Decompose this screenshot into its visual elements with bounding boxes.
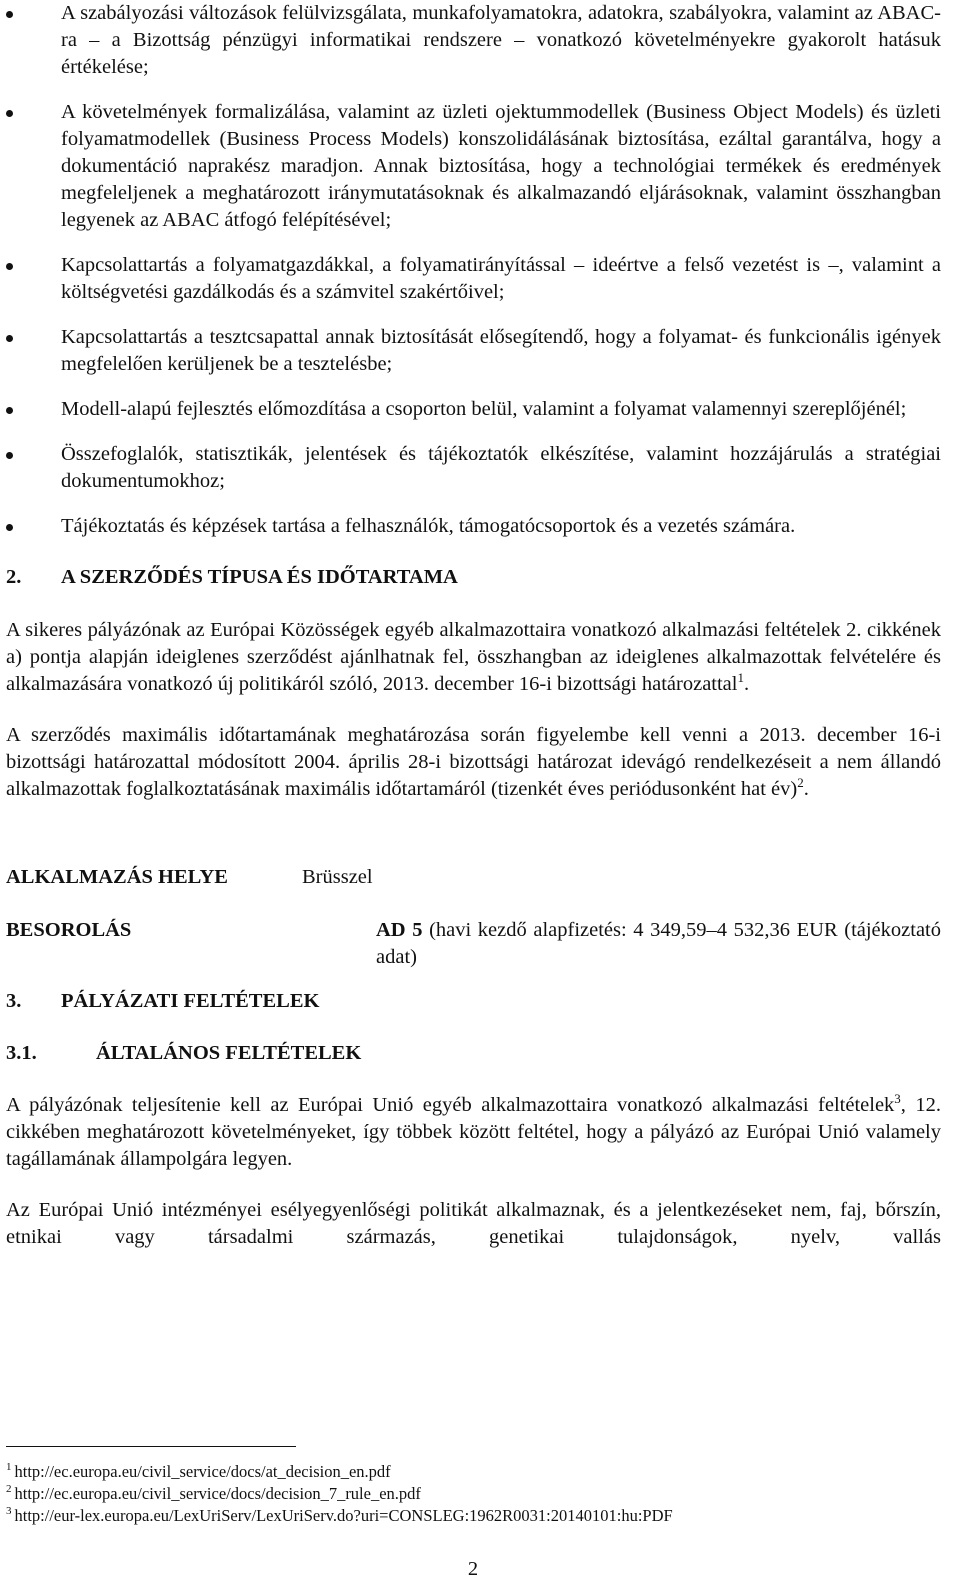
footnote-link[interactable]: http://eur-lex.europa.eu/LexUriServ/LexUriServ.do?uri=CONSLEG:1962R0031:20140101:hu:PDF bbox=[14, 1506, 673, 1525]
footnote-3: $^3$ http://eur-lex.europa.eu/LexUriServ/LexUriServ.do?uri=CONSLEG:1962R0031:20140101:hu:PDF bbox=[6, 1505, 673, 1525]
footnotes bbox=[6, 1446, 941, 1527]
place-label: ALKALMAZÁS HELYE bbox=[6, 866, 228, 888]
bullet-icon bbox=[6, 407, 13, 414]
footnote-ref-1[interactable]: 1 bbox=[737, 670, 744, 685]
place-of-employment bbox=[6, 864, 941, 891]
equal-opportunity-paragraph: Az Európai Unió intézményei esélyegyenlőségi politikát alkalmaznak, és a jelentkezéseket nem, faj, bőrszín, etnikai vagy társadalmi származás, genetikai tulajdonságok, nyelv, vallás bbox=[6, 1199, 941, 1248]
general-conditions-paragraph: A pályázónak teljesítenie kell az Európai Unió egyéb alkalmazottaira vonatkozó alkalmazási feltételek$^3$, 12. cikkében meghatározott követelményeket, így többek között feltétel, hogy a pályázó az Európai Unió valamely tagállamának állampolgára legyen. bbox=[6, 1091, 941, 1170]
bullet-icon bbox=[6, 11, 13, 18]
list-item: Kapcsolattartás a tesztcsapattal annak biztosítását elősegítendő, hogy a folyamat- és funkcionális igények megfelelően kerüljenek be a tesztelésbe; bbox=[6, 324, 941, 378]
footnote-1: $^1$ http://ec.europa.eu/civil_service/docs/at_decision_en.pdf bbox=[6, 1461, 391, 1481]
list-item: A követelmények formalizálása, valamint az üzleti ojektummodellek (Business Object Models) és üzleti folyamatmodellek (Business Process Models) konszolidálásának biztosítása, ezáltal garantálva, hogy a dokumentáció naprakész maradjon. Annak biztosítása, hogy a technológiai termékek és eredmények megfeleljenek a meghatározott iránymutatásoknak és alkalmazandó eljárásoknak, valamint összhangban legyenek az ABAC átfogó felépítésével; bbox=[6, 99, 941, 234]
section-3-1-heading: 3.1. ÁLTALÁNOS FELTÉTELEK bbox=[6, 1042, 362, 1064]
footnote-divider bbox=[6, 1446, 296, 1447]
footnote-link[interactable]: http://ec.europa.eu/civil_service/docs/decision_7_rule_en.pdf bbox=[14, 1484, 421, 1503]
grade-label: BESOROLÁS bbox=[6, 919, 132, 941]
section-3-heading: 3. PÁLYÁZATI FELTÉTELEK bbox=[6, 990, 320, 1012]
contract-type-paragraph: A sikeres pályázónak az Európai Közösségek egyéb alkalmazottaira vonatkozó alkalmazási feltételek 2. cikkének a) pontja alapján ideiglenes szerződést ajánlhatnak fel, összhangban az ideiglenes alkalmazottak felvételére és alkalmazására vonatkozó új politikáról szóló, 2013. december 16-i bizottsági határozattal$^1$. bbox=[6, 619, 941, 695]
page-number: 2 bbox=[467, 1558, 479, 1580]
list-item: A szabályozási változások felülvizsgálata, munkafolyamatokra, adatokra, szabályokra, valamint az ABAC-ra – a Bizottság pénzügyi informatikai rendszere – vonatkozó követelményekre gyakorolt hatásuk értékelése; bbox=[6, 0, 941, 81]
bullet-icon bbox=[6, 452, 13, 459]
bullet-icon bbox=[6, 335, 13, 342]
responsibilities-list bbox=[6, 0, 941, 540]
bullet-icon bbox=[6, 110, 13, 117]
footnote-link[interactable]: http://ec.europa.eu/civil_service/docs/at_decision_en.pdf bbox=[14, 1462, 391, 1481]
footnote-2: $^2$ http://ec.europa.eu/civil_service/docs/decision_7_rule_en.pdf bbox=[6, 1483, 421, 1503]
list-item: Modell-alapú fejlesztés előmozdítása a csoporton belül, valamint a folyamat valamennyi szereplőjénél; bbox=[6, 396, 941, 423]
footnote-ref-3[interactable]: 3 bbox=[894, 1091, 901, 1106]
bullet-icon bbox=[6, 524, 13, 531]
contract-duration-paragraph: A szerződés maximális időtartamának meghatározása során figyelembe kell venni a 2013. december 16-i bizottsági határozattal módosított 2004. április 28-i bizottsági határozat idevágó rendelkezéseit a nem állandó alkalmazottak foglalkoztatásának maximális időtartamáról (tizenkét éves periódusonként hat év)$^2$. bbox=[6, 724, 941, 800]
document-page bbox=[6, 0, 941, 1251]
grade-row bbox=[6, 917, 941, 971]
grade-value: AD 5 (havi kezdő alapfizetés: 4 349,59–4 532,36 EUR (tájékoztató adat) bbox=[376, 919, 941, 968]
section-2-heading: 2. A SZERZŐDÉS TÍPUSA ÉS IDŐTARTAMA bbox=[6, 566, 458, 588]
list-item: Összefoglalók, statisztikák, jelentések és tájékoztatók elkészítése, valamint hozzájárulás a stratégiai dokumentumokhoz; bbox=[6, 441, 941, 495]
place-value: Brüsszel bbox=[302, 866, 373, 888]
list-item: Kapcsolattartás a folyamatgazdákkal, a folyamatirányítással – ideértve a felső vezetést is –, valamint a költségvetési gazdálkodás és a számvitel szakértőivel; bbox=[6, 252, 941, 306]
list-item: Tájékoztatás és képzések tartása a felhasználók, támogatócsoportok és a vezetés számára. bbox=[6, 513, 941, 540]
footnote-ref-2[interactable]: 2 bbox=[797, 775, 804, 790]
bullet-icon bbox=[6, 263, 13, 270]
